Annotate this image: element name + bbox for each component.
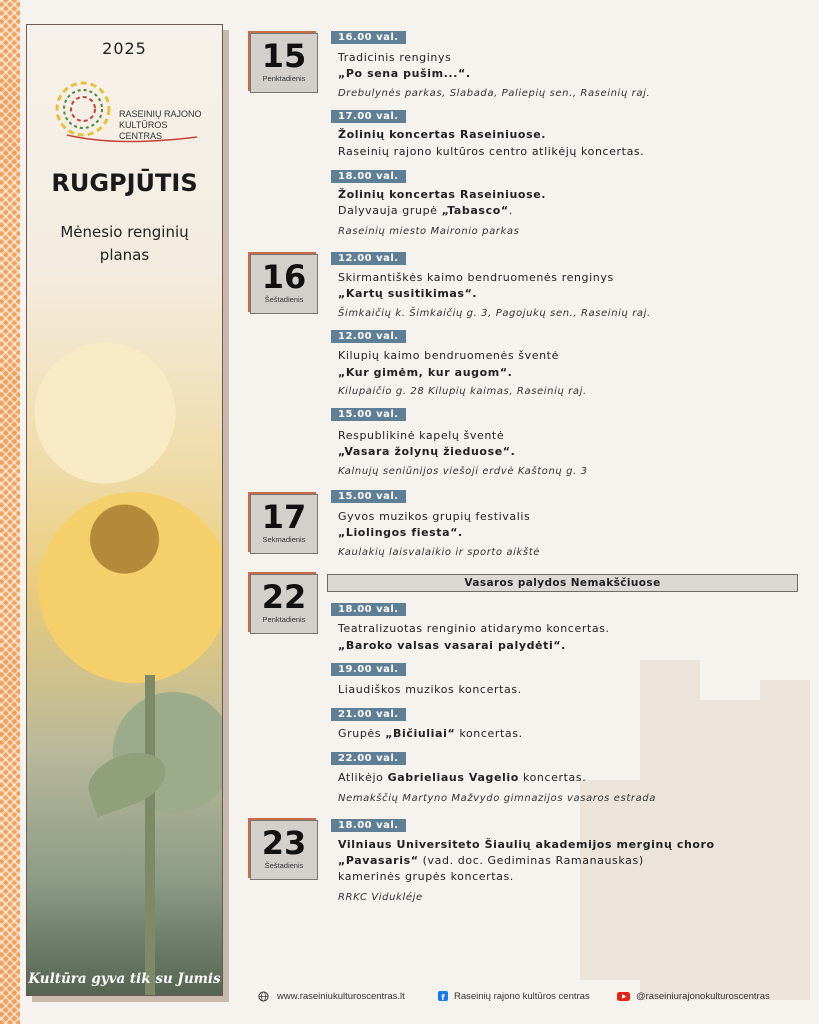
artist-name: Gabrieliaus Vagelio xyxy=(387,771,519,784)
youtube-link[interactable] xyxy=(617,990,770,1004)
desc-text: . xyxy=(508,204,513,217)
org-logo xyxy=(47,77,207,147)
event-time: 21.00 val. xyxy=(331,708,406,721)
date-number: 17 xyxy=(261,498,307,536)
ornament-border xyxy=(0,0,20,1024)
event-name: „Kartų susitikimas“. xyxy=(338,287,478,300)
date-box xyxy=(250,33,318,93)
date-number: 16 xyxy=(261,258,307,296)
event-location: Nemakščių Martyno Mažvydo gimnazijos vasaros estrada xyxy=(338,793,656,804)
event-name: „Baroko valsas vasarai palydėti“. xyxy=(338,639,566,652)
event-location: Kaulakių laisvalaikio ir sporto aikštė xyxy=(338,547,541,558)
date-number: 22 xyxy=(261,578,307,616)
subtitle-line1: Mėnesio renginių xyxy=(60,223,189,241)
month-title: RUGPJŪTIS xyxy=(51,169,198,197)
event-time: 18.00 val. xyxy=(331,819,406,832)
facebook-icon xyxy=(438,991,448,1001)
youtube-text: @raseiniurajonokulturoscentras xyxy=(636,991,770,1002)
event-name: „Vasara žolynų žieduose“. xyxy=(338,445,516,458)
event-title: Gyvos muzikos grupių festivalis xyxy=(338,510,531,523)
event-title xyxy=(338,771,586,785)
event-time: 18.00 val. xyxy=(331,170,406,183)
desc-text: Atlikėjo xyxy=(338,771,388,784)
org-name xyxy=(119,109,211,142)
event-title: Liaudiškos muzikos koncertas. xyxy=(338,683,522,696)
event-name: „Kur gimėm, kur augom“. xyxy=(338,366,513,379)
band-name: „Tabasco“ xyxy=(441,204,509,217)
event-time: 19.00 val. xyxy=(331,663,406,676)
event-title: Tradicinis renginys xyxy=(338,51,452,64)
date-number: 15 xyxy=(261,37,307,75)
event-location: Kalnujų seniūnijos viešoji erdvė Kaštonų g. 3 xyxy=(338,466,588,477)
event-description xyxy=(338,204,513,218)
org-name-line2: KULTŪROS CENTRAS xyxy=(119,120,168,141)
youtube-icon xyxy=(617,992,630,1001)
event-title xyxy=(338,727,523,741)
year: 2025 xyxy=(102,39,147,58)
event-location: RRKC Vidukléje xyxy=(338,892,423,903)
event-location: Raseinių miesto Maironio parkas xyxy=(338,226,520,237)
sunflower-leaf xyxy=(81,743,173,817)
event-title: Teatralizuotas renginio atidarymo koncertas. xyxy=(338,622,610,635)
date-weekday: Sekmadienis xyxy=(262,535,306,544)
event-time: 15.00 val. xyxy=(331,408,406,421)
date-weekday: Šeštadienis xyxy=(264,295,304,304)
subtitle-line2: planas xyxy=(99,246,150,264)
event-location: Kilupaičio g. 28 Kilupių kaimas, Raseinių raj. xyxy=(338,386,587,397)
date-number: 23 xyxy=(261,824,307,862)
facebook-link[interactable] xyxy=(438,990,590,1004)
subtitle xyxy=(27,221,222,267)
event-time: 12.00 val. xyxy=(331,330,406,343)
desc-text: (vad. doc. Gediminas Ramanauskas) xyxy=(418,854,644,867)
bg-decoration xyxy=(760,680,810,1000)
section-banner: Vasaros palydos Nemakščiuose xyxy=(327,574,798,592)
facebook-text: Raseinių rajono kultūros centras xyxy=(454,991,590,1002)
website-link[interactable] xyxy=(258,990,405,1004)
sunflower-stem xyxy=(145,675,155,996)
event-location: Drebulynės parkas, Slabada, Paliepių sen., Raseinių raj. xyxy=(338,88,651,99)
event-time: 15.00 val. xyxy=(331,490,406,503)
event-title: Žolinių koncertas Raseiniuose. xyxy=(338,128,547,141)
desc-text: koncertas. xyxy=(518,771,587,784)
event-title: Kilupių kaimo bendruomenės šventė xyxy=(338,349,559,362)
desc-text: koncertas. xyxy=(455,727,523,740)
event-name: „Po sena pušim...“. xyxy=(338,67,471,80)
event-title: Žolinių koncertas Raseiniuose. xyxy=(338,188,547,201)
event-time: 17.00 val. xyxy=(331,110,406,123)
event-title: Respublikinė kapelų šventė xyxy=(338,429,505,442)
date-box xyxy=(250,254,318,314)
event-description: kamerinės grupės koncertas. xyxy=(338,870,514,883)
event-time: 12.00 val. xyxy=(331,252,406,265)
choir-name: „Pavasaris“ xyxy=(338,854,419,867)
date-box xyxy=(250,494,318,554)
band-name: „Bičiuliai“ xyxy=(385,727,456,740)
date-box xyxy=(250,574,318,634)
event-location: Šimkaičių k. Šimkaičių g. 3, Pagojukų sen., Raseinių raj. xyxy=(338,308,651,319)
bg-decoration xyxy=(640,660,700,1000)
globe-icon xyxy=(258,991,269,1002)
event-title: Skirmantiškės kaimo bendruomenės renginys xyxy=(338,271,614,284)
event-time: 18.00 val. xyxy=(331,603,406,616)
sidebar-panel xyxy=(26,24,223,996)
bg-decoration xyxy=(580,780,640,980)
date-weekday: Penktadienis xyxy=(262,615,306,624)
event-name: „Liolingos fiesta“. xyxy=(338,526,463,539)
event-description xyxy=(338,854,644,868)
date-box xyxy=(250,820,318,880)
slogan: Kultūra gyva tik su Jumis xyxy=(28,971,221,987)
desc-text: Dalyvauja grupė xyxy=(338,204,442,217)
org-name-line1: RASEINIŲ RAJONO xyxy=(119,109,202,119)
date-weekday: Šeštadienis xyxy=(264,861,304,870)
website-text: www.raseiniukulturoscentras.lt xyxy=(277,991,405,1002)
event-time: 16.00 val. xyxy=(331,31,406,44)
svg-text:f: f xyxy=(441,993,445,1002)
event-title: Vilniaus Universiteto Šiaulių akademijos merginų choro xyxy=(338,838,715,851)
event-time: 22.00 val. xyxy=(331,752,406,765)
desc-text: Grupės xyxy=(338,727,386,740)
date-weekday: Penktadienis xyxy=(262,74,306,83)
event-description: Raseinių rajono kultūros centro atlikėjų koncertas. xyxy=(338,145,645,158)
